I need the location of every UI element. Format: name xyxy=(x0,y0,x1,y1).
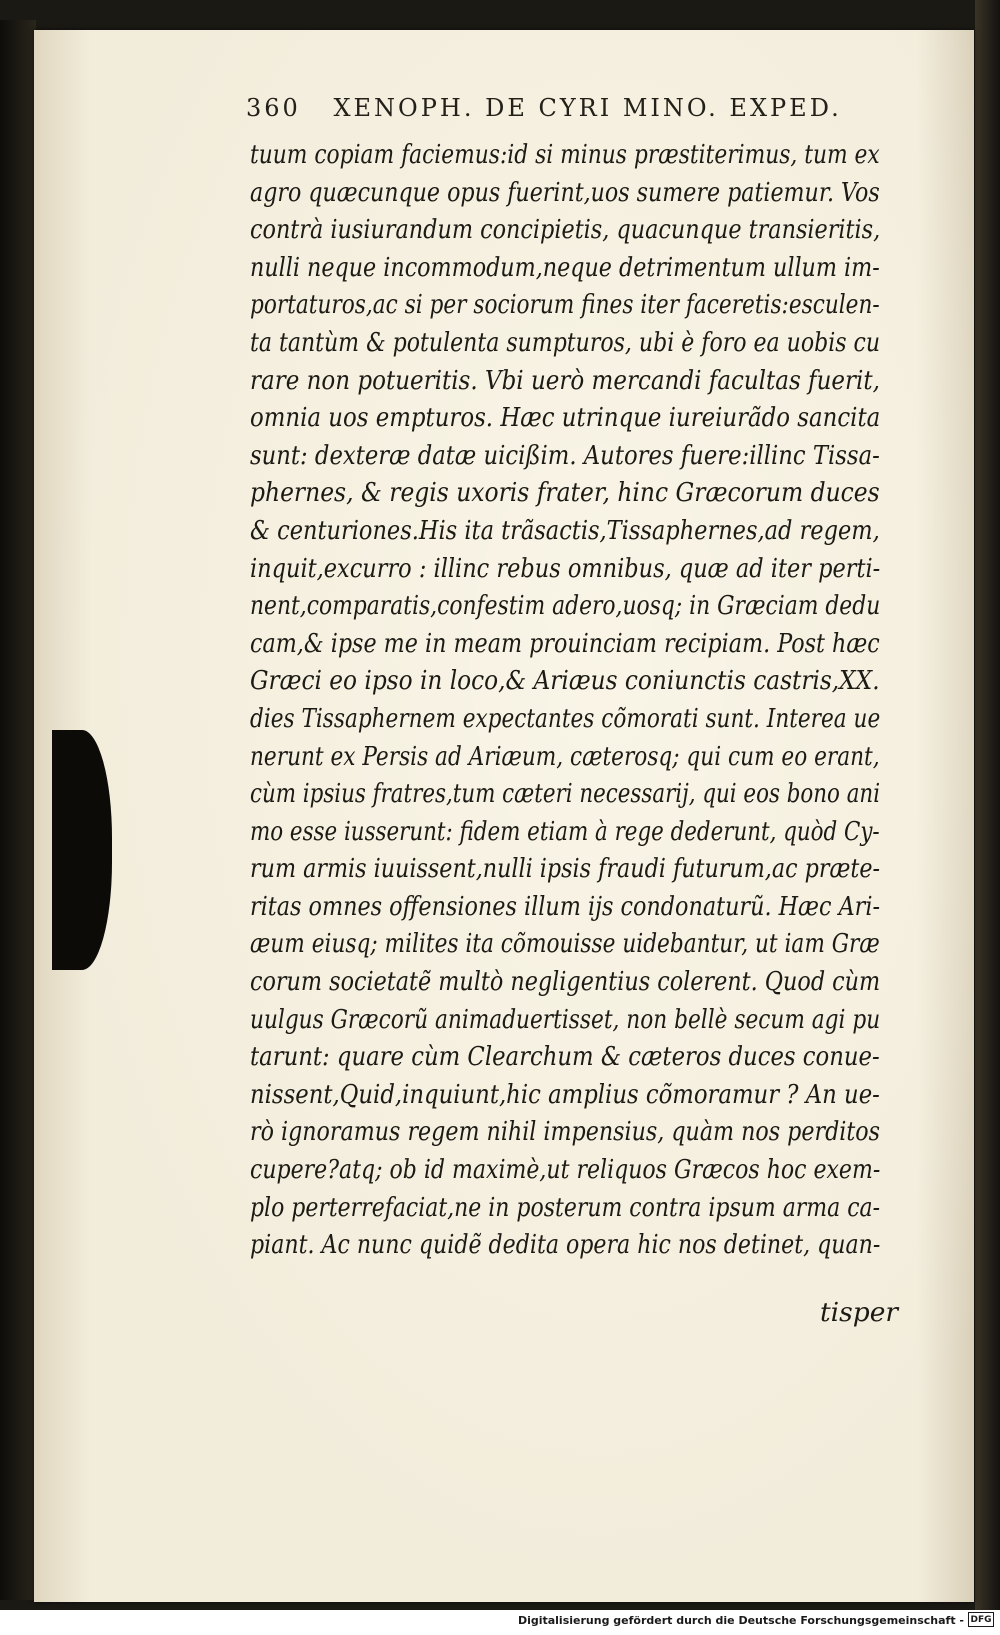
text-line: nent,comparatis,confestim adero,uosq; in Græciam dedu xyxy=(250,590,881,622)
text-line: piant. Ac nunc quidẽ dedita opera hic nos detinet, quan- xyxy=(250,1229,881,1261)
text-line: rum armis iuuissent,nulli ipsis fraudi futurum,ac præte- xyxy=(250,853,880,885)
text-line: corum societatẽ multò negligentius colerent. Quod cùm xyxy=(250,966,881,998)
page-edge-shadow xyxy=(975,0,1000,1610)
text-line: æum eiusq; milites ita cõmouisse uidebantur, ut iam Græ xyxy=(250,928,880,960)
text-line: portaturos,ac si per sociorum fines iter faceretis:esculen- xyxy=(250,289,880,321)
text-line: uulgus Græcorũ animaduertisset, non bellè secum agi pu xyxy=(250,1003,881,1035)
text-line: tarunt: quare cùm Clearchum & cæteros duces conue- xyxy=(250,1041,880,1073)
text-line: nulli neque incommodum,neque detrimentum ullum im- xyxy=(250,251,880,283)
text-line: phernes, & regis uxoris frater, hinc Græcorum duces xyxy=(250,477,880,509)
text-line: rò ignoramus regem nihil impensius, quàm nos perditos xyxy=(250,1116,881,1148)
text-line: nissent,Quid,inquiunt,hic amplius cõmoramur ? An ue- xyxy=(250,1078,880,1110)
binding-shadow-blot xyxy=(52,730,112,970)
text-line: ta tantùm & potulenta sumpturos, ubi è foro ea uobis cu xyxy=(250,326,881,358)
text-line: omnia uos empturos. Hæc utrinque iureiurãdo sancita xyxy=(250,402,881,434)
text-line: nerunt ex Persis ad Ariæum, cæterosq; qui cum eo erant, xyxy=(250,740,880,772)
text-line: cupere?atq; ob id maximè,ut reliquos Græcos hoc exem- xyxy=(250,1154,881,1186)
text-line: agro quæcunque opus fuerint,uos sumere patiemur. Vos xyxy=(250,176,880,208)
catchword: tisper xyxy=(820,1297,899,1328)
text-line: contrà iusiurandum concipietis, quacunque transieritis, xyxy=(250,214,881,246)
text-line: plo perterrefaciat,ne in posterum contra ipsum arma ca- xyxy=(250,1191,881,1223)
text-line: rare non potueritis. Vbi uerò mercandi facultas fuerit, xyxy=(250,364,880,396)
binding-shadow xyxy=(0,20,36,1600)
text-line: inquit,excurro : illinc rebus omnibus, quæ ad iter perti- xyxy=(250,552,881,584)
text-block xyxy=(250,136,890,1264)
text-line: cùm ipsius fratres,tum cæteri necessarij, qui eos bono ani xyxy=(250,778,881,810)
running-header xyxy=(246,94,886,128)
text-line: Græci eo ipso in loco,& Ariæus coniunctis castris,XX. xyxy=(250,665,880,697)
running-head-title: XENOPH. DE CYRI MINO. EXPED. xyxy=(333,94,842,122)
dfg-logo: DFG xyxy=(968,1612,994,1627)
text-line: dies Tissaphernem expectantes cõmorati sunt. Interea ue xyxy=(250,702,881,734)
text-line: sunt: dexteræ datæ uicißim. Autores fuere:illinc Tissa- xyxy=(250,439,880,471)
page-number: 360 xyxy=(246,94,301,122)
text-line: cam,& ipse me in meam prouinciam recipiam. Post hæc xyxy=(250,627,880,659)
text-line: & centuriones.His ita trãsactis,Tissaphernes,ad regem, xyxy=(250,514,880,546)
text-line: tuum copiam faciemus:id si minus præstiterimus, tum ex xyxy=(250,139,880,170)
text-line: mo esse iusserunt: fidem etiam à rege dederunt, quòd Cy- xyxy=(250,815,880,847)
footer-credit: Digitalisierung gefördert durch die Deutsche Forschungsgemeinschaft - xyxy=(517,1614,964,1627)
text-line: ritas omnes offensiones illum ijs condonaturũ. Hæc Ari- xyxy=(250,890,880,922)
